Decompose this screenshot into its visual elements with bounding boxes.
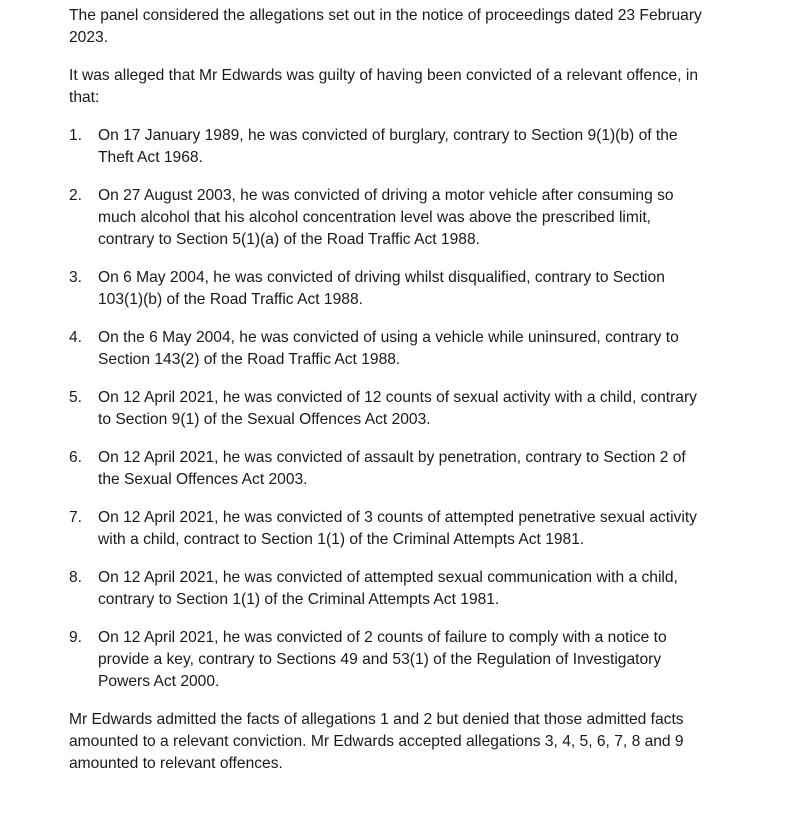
allegation-lead-paragraph: It was alleged that Mr Edwards was guilty of having been convicted of a relevant offence, in that: bbox=[69, 67, 699, 106]
allegation-number: 4. bbox=[69, 329, 83, 346]
allegation-number: 2. bbox=[69, 187, 83, 204]
allegation-text: On 12 April 2021, he was convicted of attempted sexual communication with a child, contrary to Section 1(1) of the Criminal Attempts Act 1981. bbox=[98, 569, 678, 608]
allegation-item-7 bbox=[69, 507, 709, 551]
allegation-number: 5. bbox=[69, 389, 83, 406]
allegation-text: On 12 April 2021, he was convicted of assault by penetration, contrary to Section 2 of the Sexual Offences Act 2003. bbox=[98, 449, 686, 488]
allegation-text: On the 6 May 2004, he was convicted of using a vehicle while uninsured, contrary to Section 143(2) of the Road Traffic Act 1988. bbox=[98, 329, 679, 368]
allegation-item-8 bbox=[69, 567, 709, 611]
allegation-number: 9. bbox=[69, 629, 83, 646]
allegation-item-9 bbox=[69, 627, 709, 693]
document-page bbox=[69, 5, 709, 775]
allegation-number: 8. bbox=[69, 569, 83, 586]
allegation-text: On 6 May 2004, he was convicted of driving whilst disqualified, contrary to Section 103(1)(b) of the Road Traffic Act 1988. bbox=[98, 269, 665, 308]
allegation-number: 1. bbox=[69, 127, 83, 144]
allegation-text: On 17 January 1989, he was convicted of burglary, contrary to Section 9(1)(b) of the Theft Act 1968. bbox=[98, 127, 678, 166]
allegation-item-2 bbox=[69, 185, 709, 251]
allegations-list bbox=[69, 125, 709, 693]
allegation-item-5 bbox=[69, 387, 709, 431]
conclusion-paragraph: Mr Edwards admitted the facts of allegations 1 and 2 but denied that those admitted facts amounted to a relevant conviction. Mr Edwards accepted allegations 3, 4, 5, 6, 7, 8 and 9 amounted to relevant offences. bbox=[69, 711, 684, 772]
allegation-number: 3. bbox=[69, 269, 83, 286]
allegation-item-1 bbox=[69, 125, 709, 169]
intro-paragraph: The panel considered the allegations set out in the notice of proceedings dated 23 February 2023. bbox=[69, 7, 702, 46]
allegation-number: 6. bbox=[69, 449, 83, 466]
allegation-text: On 12 April 2021, he was convicted of 3 counts of attempted penetrative sexual activity with a child, contract to Section 1(1) of the Criminal Attempts Act 1981. bbox=[98, 509, 697, 548]
allegation-text: On 12 April 2021, he was convicted of 12 counts of sexual activity with a child, contrary to Section 9(1) of the Sexual Offences Act 2003. bbox=[98, 389, 697, 428]
allegation-item-6 bbox=[69, 447, 709, 491]
allegation-text: On 27 August 2003, he was convicted of driving a motor vehicle after consuming so much alcohol that his alcohol concentration level was above the prescribed limit, contrary to Section 5(1)(a) of the Road Traffic Act 1988. bbox=[98, 187, 674, 248]
allegation-item-4 bbox=[69, 327, 709, 371]
allegation-number: 7. bbox=[69, 509, 83, 526]
allegation-item-3 bbox=[69, 267, 709, 311]
allegation-text: On 12 April 2021, he was convicted of 2 counts of failure to comply with a notice to provide a key, contrary to Sections 49 and 53(1) of the Regulation of Investigatory Powers Act 2000. bbox=[98, 629, 667, 690]
